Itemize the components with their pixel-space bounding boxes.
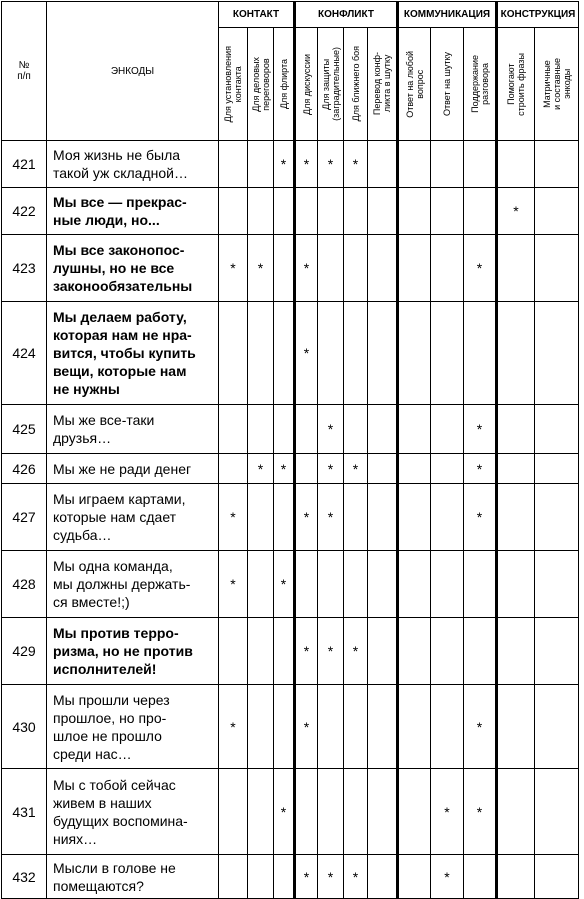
col-header-support-talk: Поддержание разговора xyxy=(464,28,497,141)
mark-cell xyxy=(431,235,464,302)
mark-cell xyxy=(398,188,431,235)
col-header-phrase-build: Помогают строить фразы xyxy=(497,28,535,141)
mark-cell: * xyxy=(464,769,497,855)
mark-cell xyxy=(248,188,274,235)
mark-cell xyxy=(344,235,368,302)
mark-cell xyxy=(368,405,398,454)
mark-cell xyxy=(535,302,579,405)
mark-cell xyxy=(497,235,535,302)
mark-cell: * xyxy=(464,454,497,484)
mark-cell xyxy=(398,141,431,188)
mark-cell: * xyxy=(295,685,318,769)
mark-cell xyxy=(398,484,431,551)
col-header-flirt: Для флирта xyxy=(274,28,295,141)
mark-cell xyxy=(535,235,579,302)
col-header-close-combat: Для ближнего боя xyxy=(344,28,368,141)
mark-cell xyxy=(398,235,431,302)
mark-cell: * xyxy=(431,855,464,899)
mark-cell xyxy=(368,302,398,405)
row-number: 428 xyxy=(2,551,47,618)
mark-cell xyxy=(368,551,398,618)
mark-cell xyxy=(497,302,535,405)
table-row xyxy=(2,685,579,769)
mark-cell xyxy=(344,769,368,855)
mark-cell xyxy=(368,141,398,188)
mark-cell xyxy=(431,188,464,235)
mark-cell xyxy=(274,188,295,235)
group-header-row xyxy=(2,2,579,28)
mark-cell xyxy=(497,855,535,899)
col-header-defense: Для защиты (заградительные) xyxy=(318,28,344,141)
mark-cell: * xyxy=(219,551,248,618)
mark-cell xyxy=(274,618,295,685)
mark-cell xyxy=(535,454,579,484)
mark-cell xyxy=(535,188,579,235)
mark-cell xyxy=(318,551,344,618)
mark-cell: * xyxy=(219,685,248,769)
table-row xyxy=(2,141,579,188)
mark-cell: * xyxy=(274,454,295,484)
group-communication: КОММУНИКАЦИЯ xyxy=(398,2,497,28)
mark-cell xyxy=(431,141,464,188)
encode-phrase: Мы же все-таки друзья… xyxy=(47,405,219,454)
num-header: № п/п xyxy=(2,2,47,141)
mark-cell xyxy=(248,141,274,188)
col-header-contact-establish: Для установления контакта xyxy=(219,28,248,141)
mark-cell xyxy=(497,141,535,188)
mark-cell: * xyxy=(344,855,368,899)
encode-phrase: Мы все — прекрас- ные люди, но... xyxy=(47,188,219,235)
table-row xyxy=(2,454,579,484)
mark-cell xyxy=(535,141,579,188)
mark-cell: * xyxy=(344,618,368,685)
mark-cell xyxy=(274,685,295,769)
mark-cell xyxy=(368,618,398,685)
mark-cell: * xyxy=(318,454,344,484)
mark-cell xyxy=(248,551,274,618)
mark-cell xyxy=(219,454,248,484)
mark-cell: * xyxy=(318,405,344,454)
mark-cell: * xyxy=(318,618,344,685)
mark-cell xyxy=(248,484,274,551)
table-row xyxy=(2,769,579,855)
mark-cell xyxy=(464,302,497,405)
mark-cell xyxy=(368,484,398,551)
mark-cell: * xyxy=(248,454,274,484)
code-header: ЭНКОДЫ xyxy=(47,2,219,141)
col-header-discussion: Для дискуссии xyxy=(295,28,318,141)
table-row xyxy=(2,235,579,302)
mark-cell xyxy=(431,302,464,405)
mark-cell xyxy=(368,188,398,235)
row-number: 427 xyxy=(2,484,47,551)
mark-cell: * xyxy=(344,141,368,188)
mark-cell xyxy=(398,454,431,484)
mark-cell xyxy=(431,484,464,551)
col-header-joke-conflict: Перевод конф- ликта в шутку xyxy=(368,28,398,141)
mark-cell xyxy=(274,302,295,405)
mark-cell: * xyxy=(274,769,295,855)
mark-cell xyxy=(248,685,274,769)
mark-cell xyxy=(248,855,274,899)
mark-cell xyxy=(344,484,368,551)
mark-cell xyxy=(318,685,344,769)
encodes-table xyxy=(1,1,579,899)
mark-cell xyxy=(344,188,368,235)
group-construction: КОНСТРУКЦИЯ xyxy=(497,2,579,28)
mark-cell: * xyxy=(464,484,497,551)
mark-cell xyxy=(431,551,464,618)
mark-cell: * xyxy=(497,188,535,235)
row-number: 424 xyxy=(2,302,47,405)
group-conflict: КОНФЛИКТ xyxy=(295,2,398,28)
mark-cell xyxy=(344,302,368,405)
encode-phrase: Мы одна команда, мы должны держать- ся вместе!;) xyxy=(47,551,219,618)
encode-phrase: Мы прошли через прошлое, но про- шлое не прошло среди нас… xyxy=(47,685,219,769)
mark-cell xyxy=(248,618,274,685)
mark-cell xyxy=(464,141,497,188)
row-number: 430 xyxy=(2,685,47,769)
mark-cell xyxy=(219,405,248,454)
mark-cell: * xyxy=(464,405,497,454)
mark-cell xyxy=(295,769,318,855)
row-number: 432 xyxy=(2,855,47,899)
table-row xyxy=(2,188,579,235)
mark-cell: * xyxy=(295,141,318,188)
mark-cell xyxy=(497,769,535,855)
mark-cell xyxy=(344,405,368,454)
mark-cell xyxy=(464,618,497,685)
mark-cell xyxy=(497,454,535,484)
mark-cell: * xyxy=(274,141,295,188)
mark-cell xyxy=(368,454,398,484)
encode-phrase: Мы все законопос- лушны, но не все законообязательны xyxy=(47,235,219,302)
col-header-any-question: Ответ на любой вопрос xyxy=(398,28,431,141)
col-header-matrix: Матричные и составные энкоды xyxy=(535,28,579,141)
mark-cell xyxy=(497,551,535,618)
mark-cell xyxy=(535,618,579,685)
row-number: 426 xyxy=(2,454,47,484)
mark-cell xyxy=(431,618,464,685)
mark-cell xyxy=(398,618,431,685)
mark-cell xyxy=(368,769,398,855)
mark-cell: * xyxy=(219,484,248,551)
encode-phrase: Мы делаем работу, которая нам не нра- вится, чтобы купить вещи, которые нам не нужны xyxy=(47,302,219,405)
encode-phrase: Мы против терро- ризма, но не против исполнителей! xyxy=(47,618,219,685)
col-header-business: Для деловых переговоров xyxy=(248,28,274,141)
mark-cell: * xyxy=(431,769,464,855)
mark-cell: * xyxy=(318,855,344,899)
mark-cell: * xyxy=(295,235,318,302)
mark-cell xyxy=(368,685,398,769)
mark-cell: * xyxy=(464,685,497,769)
mark-cell xyxy=(535,685,579,769)
encode-phrase: Мы с тобой сейчас живем в наших будущих воспомина- ниях… xyxy=(47,769,219,855)
mark-cell xyxy=(464,855,497,899)
table-row xyxy=(2,618,579,685)
row-number: 422 xyxy=(2,188,47,235)
mark-cell: * xyxy=(344,454,368,484)
mark-cell xyxy=(295,454,318,484)
row-number: 423 xyxy=(2,235,47,302)
mark-cell xyxy=(535,769,579,855)
mark-cell xyxy=(248,769,274,855)
mark-cell xyxy=(464,188,497,235)
mark-cell: * xyxy=(318,484,344,551)
mark-cell: * xyxy=(295,618,318,685)
mark-cell xyxy=(368,855,398,899)
mark-cell: * xyxy=(219,235,248,302)
encode-phrase: Мы же не ради денег xyxy=(47,454,219,484)
mark-cell: * xyxy=(248,235,274,302)
mark-cell xyxy=(497,484,535,551)
row-number: 429 xyxy=(2,618,47,685)
mark-cell xyxy=(295,551,318,618)
mark-cell: * xyxy=(464,235,497,302)
mark-cell: * xyxy=(295,302,318,405)
mark-cell: * xyxy=(274,551,295,618)
mark-cell: * xyxy=(295,855,318,899)
mark-cell xyxy=(274,855,295,899)
mark-cell xyxy=(535,405,579,454)
encode-phrase: Мы играем картами, которые нам сдает судьба… xyxy=(47,484,219,551)
mark-cell xyxy=(398,302,431,405)
mark-cell xyxy=(295,188,318,235)
mark-cell xyxy=(497,685,535,769)
mark-cell xyxy=(497,618,535,685)
mark-cell xyxy=(219,855,248,899)
mark-cell xyxy=(464,551,497,618)
mark-cell xyxy=(398,769,431,855)
encode-phrase: Мысли в голове не помещаются? xyxy=(47,855,219,899)
mark-cell xyxy=(368,235,398,302)
mark-cell xyxy=(431,454,464,484)
mark-cell xyxy=(431,685,464,769)
mark-cell xyxy=(398,405,431,454)
mark-cell xyxy=(248,302,274,405)
mark-cell xyxy=(398,855,431,899)
mark-cell xyxy=(219,188,248,235)
mark-cell xyxy=(318,769,344,855)
table-row xyxy=(2,551,579,618)
group-contact: КОНТАКТ xyxy=(219,2,295,28)
mark-cell xyxy=(219,769,248,855)
mark-cell xyxy=(318,302,344,405)
mark-cell: * xyxy=(295,484,318,551)
mark-cell xyxy=(398,685,431,769)
col-header-joke-answer: Ответ на шутку xyxy=(431,28,464,141)
mark-cell xyxy=(431,405,464,454)
row-number: 431 xyxy=(2,769,47,855)
mark-cell xyxy=(344,551,368,618)
mark-cell: * xyxy=(318,141,344,188)
encode-phrase: Моя жизнь не была такой уж складной… xyxy=(47,141,219,188)
table-row xyxy=(2,302,579,405)
mark-cell xyxy=(274,235,295,302)
mark-cell xyxy=(318,188,344,235)
mark-cell xyxy=(497,405,535,454)
mark-cell xyxy=(219,302,248,405)
mark-cell xyxy=(274,405,295,454)
table-body xyxy=(2,141,579,899)
mark-cell xyxy=(344,685,368,769)
mark-cell xyxy=(295,405,318,454)
mark-cell xyxy=(535,484,579,551)
row-number: 425 xyxy=(2,405,47,454)
mark-cell xyxy=(398,551,431,618)
row-number: 421 xyxy=(2,141,47,188)
mark-cell xyxy=(535,855,579,899)
table-row xyxy=(2,405,579,454)
mark-cell xyxy=(248,405,274,454)
mark-cell xyxy=(535,551,579,618)
mark-cell xyxy=(274,484,295,551)
mark-cell xyxy=(318,235,344,302)
table-row xyxy=(2,855,579,899)
mark-cell xyxy=(219,141,248,188)
table-row xyxy=(2,484,579,551)
mark-cell xyxy=(219,618,248,685)
